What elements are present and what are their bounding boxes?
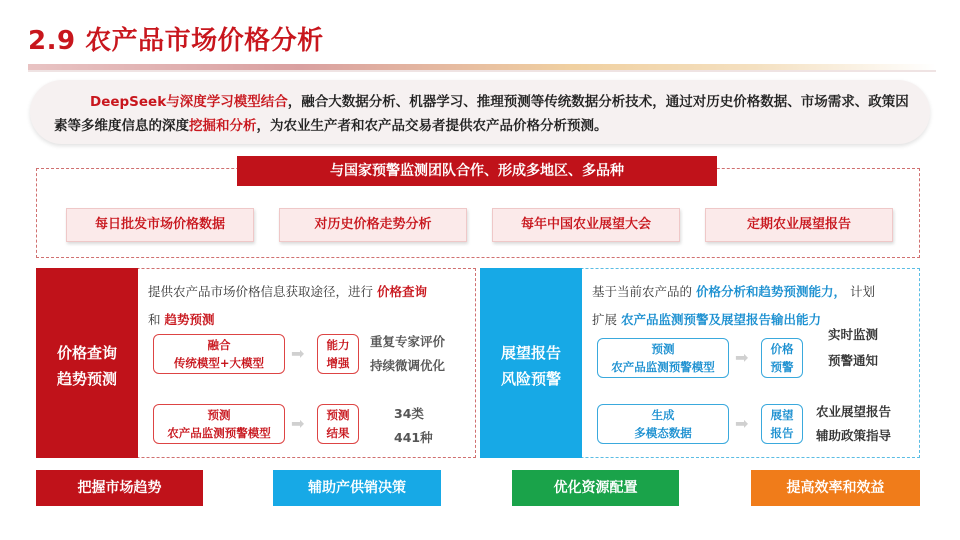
left-row1-box2-line1: 能力 [326, 338, 350, 352]
intro-highlight-2: 挖掘和分析 [189, 118, 257, 134]
right-row2-text-line1: 农业展望报告 [816, 404, 892, 419]
right-row2-box2-line1: 展望 [770, 408, 794, 422]
title-underline [28, 70, 936, 72]
left-panel-sidebar [36, 268, 138, 458]
left-description [148, 278, 466, 334]
left-side-line-2: 趋势预测 [56, 370, 117, 388]
left-row2-text [394, 402, 433, 450]
left-row1-model-box [153, 334, 285, 374]
left-row2-box2-line1: 预测 [326, 408, 350, 422]
right-row2-text [816, 400, 891, 448]
arrow-right-icon: ➡ [291, 344, 305, 363]
right-row2-data-box [597, 404, 729, 444]
left-row2-text-line1: 34类 [394, 406, 424, 421]
left-row2-box1-line1: 预测 [207, 408, 231, 422]
left-desc-highlight-2: 趋势预测 [164, 312, 215, 327]
right-desc-text-b: 计划 [850, 284, 876, 299]
right-row1-text-line1: 实时监测 [828, 327, 879, 342]
left-row1-box1-line1: 融合 [207, 338, 231, 352]
right-row1-box1-line1: 预测 [651, 342, 675, 356]
left-desc-highlight-1: 价格查询 [377, 284, 428, 299]
left-side-line-1: 价格查询 [56, 344, 117, 362]
intro-text-2: ，为农业生产者和农产品交易者提供农产品价格分析预测。 [256, 118, 608, 134]
outcome-supply-decision: 辅助产供销决策 [273, 470, 441, 506]
left-row1-box1-line2: 传统模型+大模型 [173, 356, 265, 370]
right-row2-report-box [761, 404, 803, 444]
right-row2-text-line2: 辅助政策指导 [816, 428, 892, 443]
right-row2-box1-line1: 生成 [651, 408, 675, 422]
intro-paragraph [54, 90, 914, 138]
right-row2-box2-line2: 报告 [770, 426, 794, 440]
cooperation-banner: 与国家预警监测团队合作、形成多地区、多品种 [237, 156, 717, 186]
left-row2-model-box [153, 404, 285, 444]
left-row2-box2-line2: 结果 [326, 426, 350, 440]
left-row2-result-box [317, 404, 359, 444]
intro-text-1: ，融合大数据分析、机器学习、推理预测等传统数据分析技术，通过对历史价格数据、市场需求、政策因素等多维度信息的深度 [54, 94, 909, 134]
outcome-resource-allocation: 优化资源配置 [512, 470, 679, 506]
right-row1-text-line2: 预警通知 [828, 353, 879, 368]
pill-history-analysis: 对历史价格走势分析 [279, 208, 467, 242]
right-panel-sidebar [480, 268, 582, 458]
left-desc-text-a: 提供农产品市场价格信息获取途径，进行 [148, 284, 374, 299]
arrow-right-icon: ➡ [735, 348, 749, 367]
right-row1-text [828, 322, 878, 374]
arrow-right-icon: ➡ [291, 414, 305, 433]
left-row2-box1-line2: 农产品监测预警模型 [167, 426, 271, 440]
left-row1-text-line1: 重复专家评价 [370, 334, 446, 349]
outcome-efficiency: 提高效率和效益 [751, 470, 920, 506]
arrow-right-icon: ➡ [735, 414, 749, 433]
right-row1-model-box [597, 338, 729, 378]
left-desc-text-b: 和 [148, 312, 161, 327]
right-side-line-2: 风险预警 [500, 370, 561, 388]
right-row1-box1-line2: 农产品监测预警模型 [611, 360, 715, 374]
right-desc-highlight-1: 价格分析和趋势预测能力， [696, 284, 847, 299]
right-row1-warning-box [761, 338, 803, 378]
right-desc-highlight-2: 农产品监测预警及展望报告输出能力 [621, 312, 822, 327]
page-title: 2.9 农产品市场价格分析 [28, 26, 324, 56]
left-row1-text [370, 330, 445, 378]
right-side-line-1: 展望报告 [500, 344, 561, 362]
pill-outlook-report: 定期农业展望报告 [705, 208, 893, 242]
left-row1-text-line2: 持续微调优化 [370, 358, 446, 373]
left-row2-text-line2: 441种 [394, 430, 433, 445]
left-row1-capability-box [317, 334, 359, 374]
right-row2-box1-line2: 多模态数据 [634, 426, 692, 440]
right-desc-text-a: 基于当前农产品的 [592, 284, 693, 299]
pill-daily-wholesale: 每日批发市场价格数据 [66, 208, 254, 242]
right-row1-box2-line2: 预警 [770, 360, 794, 374]
right-desc-text-c: 扩展 [592, 312, 618, 327]
right-row1-box2-line1: 价格 [770, 342, 794, 356]
pill-outlook-conference: 每年中国农业展望大会 [492, 208, 680, 242]
left-row1-box2-line2: 增强 [326, 356, 350, 370]
intro-box [30, 80, 930, 144]
outcome-market-trend: 把握市场趋势 [36, 470, 203, 506]
intro-highlight-1: DeepSeek与深度学习模型结合 [90, 94, 288, 110]
